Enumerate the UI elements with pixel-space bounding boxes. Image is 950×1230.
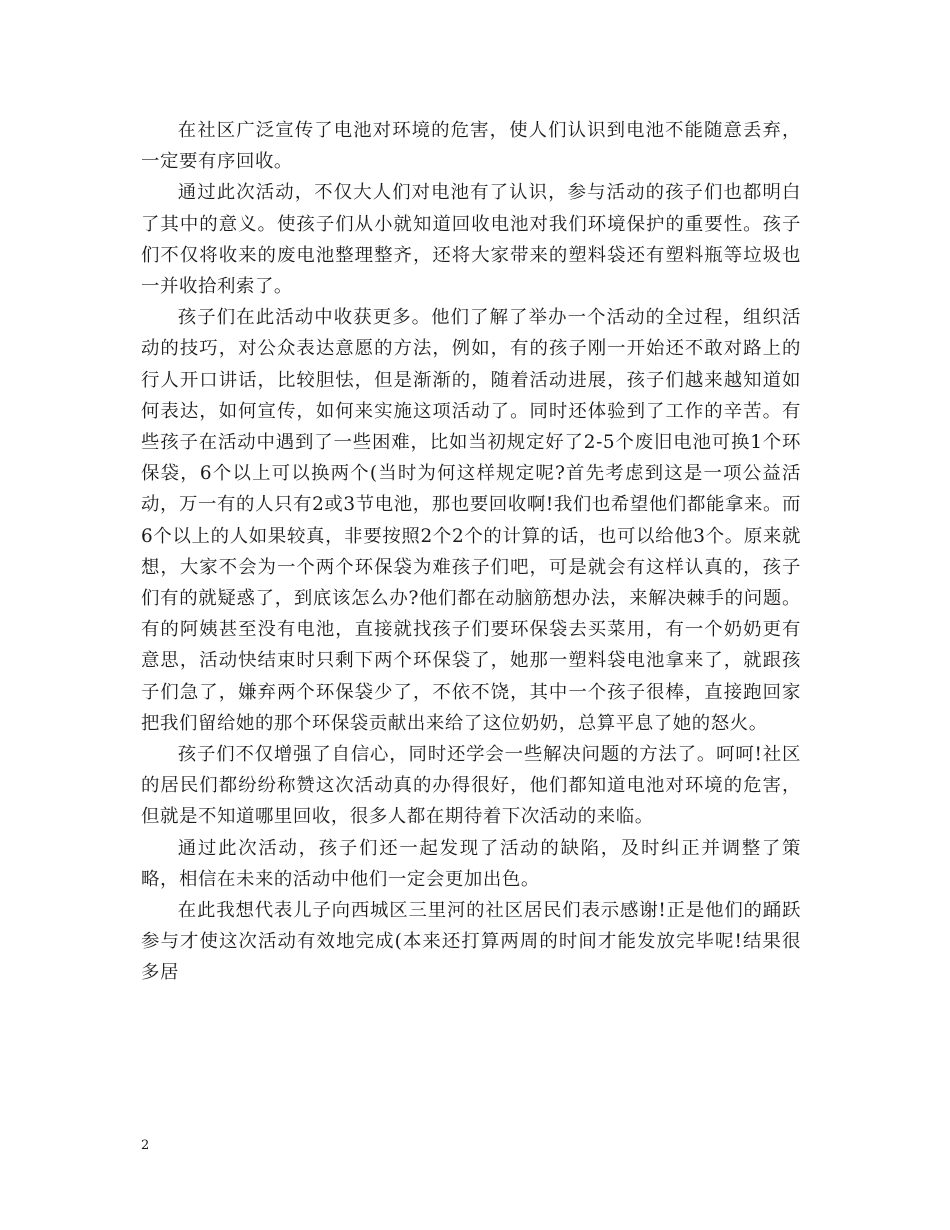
paragraph-6: 在此我想代表儿子向西城区三里河的社区居民们表示感谢!正是他们的踊跃参与才使这次活动有效地完成(本来还打算两周的时间才能发放完毕呢!结果很多居 [141,900,801,984]
paragraph-1: 在社区广泛宣传了电池对环境的危害，使人们认识到电池不能随意丢弃，一定要有序回收。 [141,120,801,173]
paragraph-5: 通过此次活动，孩子们还一起发现了活动的缺陷，及时纠正并调整了策略，相信在未来的活动中他们一定会更加出色。 [141,837,801,890]
paragraph-4: 孩子们不仅增强了自信心，同时还学会一些解决问题的方法了。呵呵!社区的居民们都纷纷称赞这次活动真的办得很好，他们都知道电池对环境的危害，但就是不知道哪里回收，很多人都在期待着下次活动的来临。 [141,744,801,828]
paragraph-2: 通过此次活动，不仅大人们对电池有了认识，参与活动的孩子们也都明白了其中的意义。使孩子们从小就知道回收电池对我们环境保护的重要性。孩子们不仅将收来的废电池整理整齐，还将大家带来的塑料袋还有塑料瓶等垃圾也一并收拾利索了。 [141,182,801,298]
document-body [141,115,801,989]
paragraph-3: 孩子们在此活动中收获更多。他们了解了举办一个活动的全过程，组织活动的技巧，对公众表达意愿的方法，例如，有的孩子刚一开始还不敢对路上的行人开口讲话，比较胆怯，但是渐渐的，随着活动进展，孩子们越来越知道如何表达，如何宣传，如何来实施这项活动了。同时还体验到了工作的辛苦。有些孩子在活动中遇到了一些困难，比如当初规定好了2-5个废旧电池可换1个环保袋，6个以上可以换两个(当时为何这样规定呢?首先考虑到这是一项公益活动，万一有的人只有2或3节电池，那也要回收啊!我们也希望他们都能拿来。而6个以上的人如果较真，非要按照2个2个的计算的话，也可以给他3个。原来就想，大家不会为一个两个环保袋为难孩子们吧，可是就会有这样认真的，孩子们有的就疑惑了，到底该怎么办?他们都在动脑筋想办法，来解决棘手的问题。有的阿姨甚至没有电池，直接就找孩子们要环保袋去买菜用，有一个奶奶更有意思，活动快结束时只剩下两个环保袋了，她那一塑料袋电池拿来了，就跟孩子们急了，嫌弃两个环保袋少了，不依不饶，其中一个孩子很棒，直接跑回家把我们留给她的那个环保袋贡献出来给了这位奶奶，总算平息了她的怒火。 [141,307,801,734]
page-number: 2 [141,1138,150,1153]
